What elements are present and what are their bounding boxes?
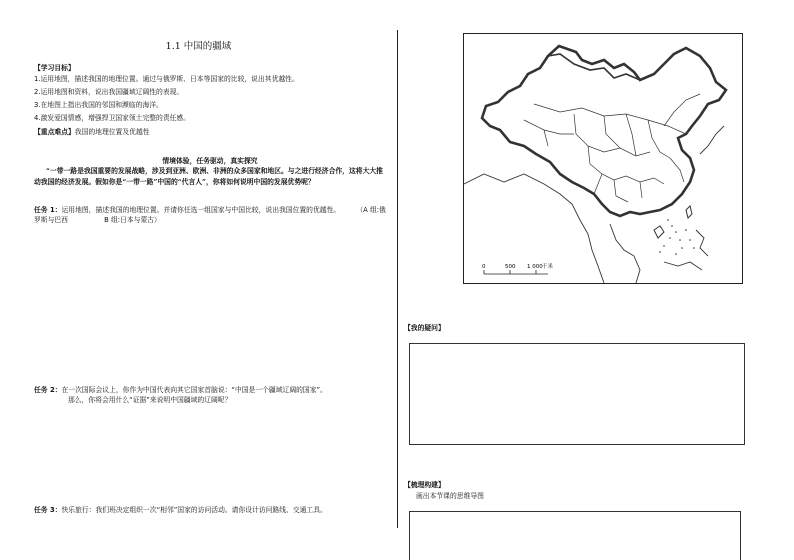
task-1-group-a: （A 组:俄罗斯与巴西 (34, 206, 386, 224)
my-questions-box[interactable] (409, 343, 745, 445)
task-1 (34, 205, 386, 225)
objectives-label: 【学习目标】 (34, 64, 75, 72)
task-1-group-b: B 组:日本与蒙古） (104, 216, 161, 224)
objective-item-2: 2.运用地图和资料，说出我国疆域辽阔性的表现。 (34, 88, 184, 96)
task-3-text: 快乐旅行：我们班决定组织一次“相邻”国家的访问活动。请你设计访问路线、交通工具。 (61, 506, 327, 514)
scale-tick-1000: 1 000 (527, 264, 543, 270)
task-1-label: 任务 1： (34, 206, 62, 214)
scenario-heading: 情境体验，任务驱动，真实探究 (162, 157, 258, 165)
map-scale-bar (482, 262, 554, 274)
task-2 (34, 385, 386, 405)
national-border (482, 46, 726, 216)
china-map-drawing (464, 34, 742, 283)
scale-tick-500: 500 (505, 264, 516, 270)
task-1-text: 运用地图，描述我国的地理位置。并请你任选一组国家与中国比较，说出我国位置的优越性。 (61, 206, 341, 214)
scenario-text: “一带一路是我国重要的发展战略，涉及到亚洲、欧洲、非洲的众多国家和地区。与之进行经济合作，这将大大推动我国的经济发展。假如你是“一带一路”中国的“代言人”，你将如何说明中国的发展优势呢？ (34, 167, 383, 186)
china-map (463, 33, 743, 284)
key-points-text: 我国的地理位置及优越性 (74, 128, 150, 136)
task-3-label: 任务 3： (34, 506, 62, 514)
key-points (34, 128, 150, 137)
objective-item-4: 4.激发爱国情感，增强捍卫国家领土完整的责任感。 (34, 114, 191, 122)
key-points-label: 【重点难点】 (34, 128, 75, 136)
mind-map-box[interactable] (409, 511, 741, 560)
scale-unit: 千米 (542, 264, 554, 270)
my-questions-label: 【我的疑问】 (404, 324, 445, 332)
column-divider (397, 30, 398, 528)
page-title: 1.1 中国的疆域 (165, 41, 232, 52)
task-3 (34, 505, 386, 515)
objective-item-1: 1.运用地图，描述我国的地理位置。通过与俄罗斯、日本等国家的比较，说出其优越性。 (34, 75, 299, 83)
task-2-line-2: 那么，你将会用什么“证据”来说明中国疆域的辽阔呢？ (68, 396, 232, 404)
scale-tick-0: 0 (482, 264, 486, 270)
summary-subtitle: 画出本节课的思维导图 (416, 492, 484, 500)
objective-item-3: 3.在地图上指出我国的邻国和濒临的海洋。 (34, 101, 163, 109)
task-2-label: 任务 2： (34, 386, 62, 394)
summary-label: 【梳理构建】 (404, 481, 445, 489)
task-2-line-1: 在一次国际会议上，你作为中国代表向其它国家首脑说：“中国是一个疆域辽阔的国家”。 (61, 386, 327, 394)
